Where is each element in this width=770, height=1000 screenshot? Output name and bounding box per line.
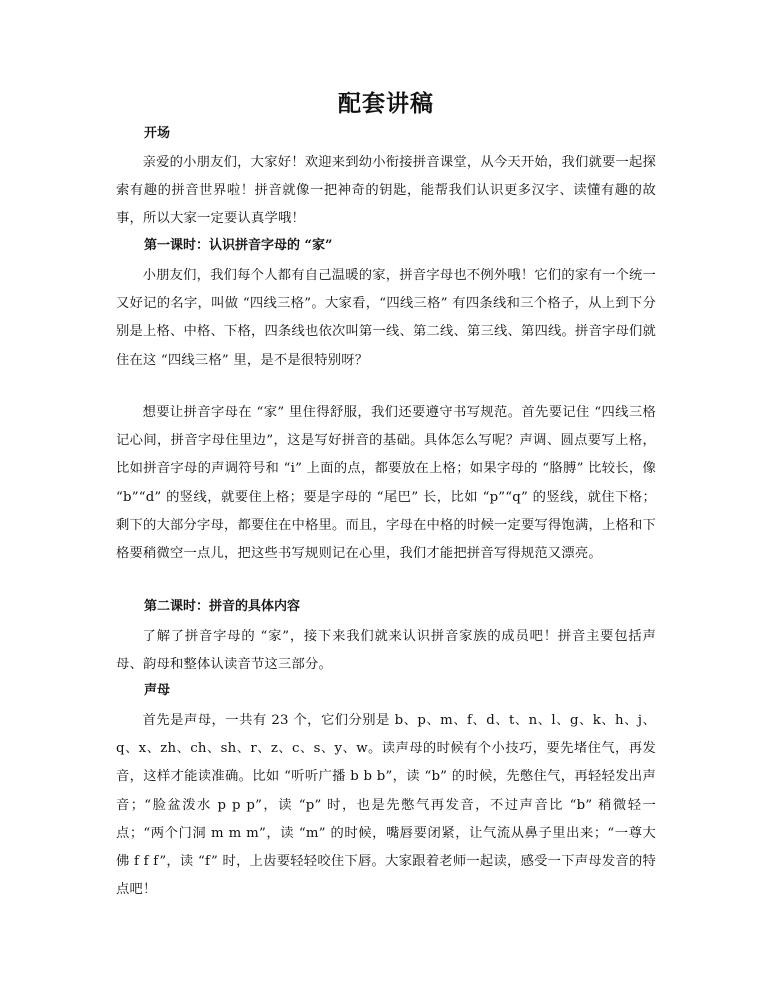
section-lesson-1-part-2: [116, 399, 656, 568]
section-heading-initials: 声母: [144, 683, 171, 698]
section-heading-lesson-2: 第二课时：拼音的具体内容: [144, 599, 301, 614]
section-lesson-1-part-1: [116, 262, 656, 375]
paragraph-opening: 亲爱的小朋友们，大家好！欢迎来到幼小衔接拼音课堂，从今天开始，我们就要一起探索有趣的拼音世界啦！拼音就像一把神奇的钥匙，能帮我们认识更多汉字、读懂有趣的故事，所以大家一定要认真学哦！: [116, 155, 656, 227]
section-initials: [116, 707, 656, 904]
section-lesson-2: [116, 623, 656, 679]
section-heading-lesson-1: 第一课时：认识拼音字母的 “家”: [144, 238, 333, 253]
document-title: 配套讲稿: [338, 90, 434, 117]
paragraph-lesson-2-intro: 了解了拼音字母的 “家”，接下来我们就来认识拼音家族的成员吧！拼音主要包括声母、韵母和整体认读音节这三部分。: [116, 629, 656, 673]
section-heading-opening: 开场: [144, 126, 171, 141]
paragraph-initials: 首先是声母，一共有 23 个，它们分别是 b、p、m、f、d、t、n、l、g、k、h、j、q、x、zh、ch、sh、r、z、c、s、y、w。读声母的时候有个小技巧，要先堵住气，再发音，这样才能读准确。比如 “听听广播 b b b”，读 “b” 的时候，先憋住气，再轻轻发出声音；“脸盆泼水 p p p”，读 “p” 时，也是先憋气再发音，不过声音比 “b” 稍微轻一点；“两个门洞 m m m”，读 “m” 的时候，嘴唇要闭紧，让气流从鼻子里出来；“一尊大佛 f f f”，读 “f” 时，上齿要轻轻咬住下唇。大家跟着老师一起读，感受一下声母发音的特点吧！: [116, 713, 656, 898]
section-opening: [116, 149, 656, 234]
paragraph-lesson-1-intro: 小朋友们，我们每个人都有自己温暖的家，拼音字母也不例外哦！它们的家有一个统一又好记的名字，叫做 “四线三格”。大家看，“四线三格” 有四条线和三个格子，从上到下分别是上格、中格、下格，四条线也依次叫第一线、第二线、第三线、第四线。拼音字母们就住在这 “四线三格” 里，是不是很特别呀？: [116, 268, 656, 368]
paragraph-writing-rules: 想要让拼音字母在 “家” 里住得舒服，我们还要遵守书写规范。首先要记住 “四线三格记心间，拼音字母住里边”，这是写好拼音的基础。具体怎么写呢？声调、圆点要写上格，比如拼音字母的声调符号和 “i” 上面的点，都要放在上格；如果字母的 “胳膊” 比较长，像 “b”“d” 的竖线，就要住上格；要是字母的 “尾巴” 长，比如 “p”“q” 的竖线，就住下格；剩下的大部分字母，都要住在中格里。而且，字母在中格的时候一定要写得饱满，上格和下格要稍微空一点儿，把这些书写规则记在心里，我们才能把拼音写得规范又漂亮。: [116, 405, 656, 562]
